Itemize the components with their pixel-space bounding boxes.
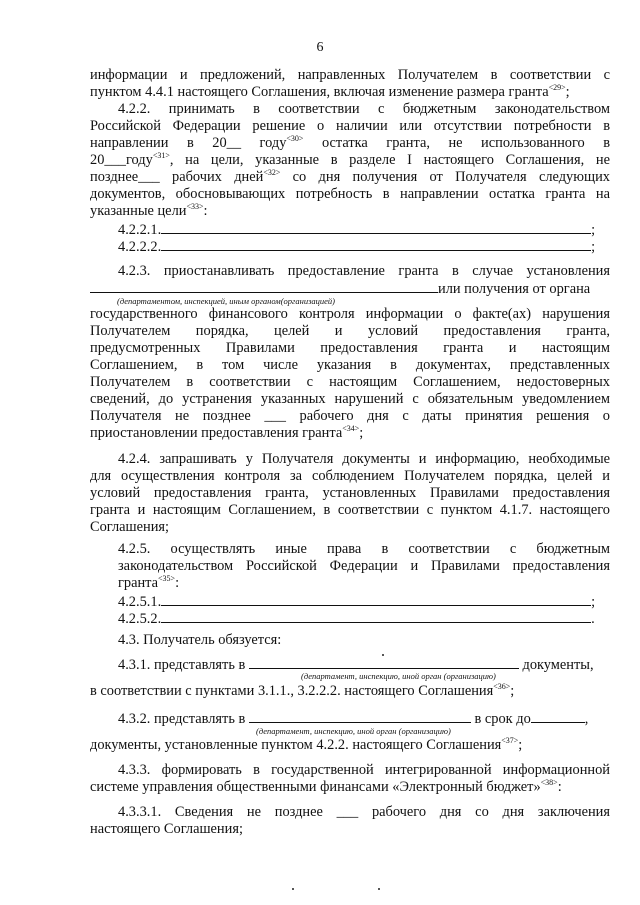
scan-speck xyxy=(292,888,294,890)
scan-speck xyxy=(378,888,380,890)
text-line: документов, обосновывающих потребность в направлении остатка гранта на xyxy=(90,186,610,202)
text-line: предусмотренных Правилами предоставления гранта и настоящим xyxy=(90,340,610,356)
text-line: 20___году$^{<31>}$, на цели, указанные в разделе I настоящего Соглашения, не xyxy=(90,151,610,168)
text-line: системе управления общественными финансами «Электронный бюджет»$^{<38>}$: xyxy=(90,778,562,795)
text-line: условий предоставления гранта, установленных Правилами предоставления xyxy=(90,485,610,501)
text-line: 4.2.5. осуществлять иные права в соответствии с бюджетным xyxy=(118,541,610,557)
text-line: Получателя не позднее ___ рабочего дня с даты принятия решения о xyxy=(90,408,610,424)
text-line: Получателем порядка, целей и условий предоставления гранта, xyxy=(90,323,610,339)
text-line: 4.2.4. запрашивать у Получателя документы и информацию, необходимые xyxy=(118,451,610,467)
text-line: направлении в 20__ году$^{<30>}$ остатка гранта, не использованного в xyxy=(90,134,610,151)
text-line: 4.3.3. формировать в государственной интегрированной информационной xyxy=(118,762,610,778)
text-line: 4.2.3. приостанавливать предоставление гранта в случае установления xyxy=(118,263,610,279)
text-line: Соглашением, в том числе указания в документах, представленных xyxy=(90,357,610,373)
text-line: пунктом 4.4.1 настоящего Соглашения, включая изменение размера гранта$^{<29>}$; xyxy=(90,83,570,100)
text-line: законодательством Российской Федерации и Правилами предоставления xyxy=(118,558,610,574)
text-line: настоящего Соглашения; xyxy=(90,821,243,837)
text-line: или получения от органа xyxy=(90,280,610,298)
page-number: 6 xyxy=(316,40,324,55)
text-line: гранта и настоящим Соглашением, в соответствии с пунктом 4.1.7. настоящего xyxy=(90,502,610,518)
section-title: 4.3. Получатель обязуется: xyxy=(118,632,282,648)
text-line: приостановлении предоставления гранта$^{<34>}$; xyxy=(90,424,364,441)
text-line: Российской Федерации решение о наличии или отсутствии потребности в xyxy=(90,118,610,134)
field-caption: (департамент, инспекцию, иной орган (организацию) xyxy=(301,671,496,681)
text-line: 4.3.2. представлять в в срок до , xyxy=(118,711,589,727)
field-caption: (департамент, инспекцию, иной орган (организацию) xyxy=(256,726,451,736)
text-line: позднее___ рабочих дней$^{<32>}$ со дня получения от Получателя следующих xyxy=(90,168,610,185)
field-caption: (департаментом, инспекцией, иным органом(организацией) xyxy=(117,296,335,306)
fill-line-item: 4.2.2.1. ; xyxy=(118,222,596,238)
text-line: 4.2.2. принимать в соответствии с бюджетным законодательством xyxy=(118,101,610,117)
text-line: для осуществления контроля за соблюдением Получателем порядка, целей и xyxy=(90,468,610,484)
fill-line-item: 4.2.2.2. ; xyxy=(118,239,596,255)
fill-line-item: 4.2.5.2. . xyxy=(118,611,595,627)
text-line: документы, установленные пунктом 4.2.2. настоящего Соглашения$^{<37>}$; xyxy=(90,736,523,753)
scan-speck xyxy=(382,654,384,656)
text-line: указанные цели$^{<33>}$: xyxy=(90,202,208,219)
fill-line-item: 4.2.5.1. ; xyxy=(118,594,596,610)
text-line: в соответствии с пунктами 3.1.1., 3.2.2.2. настоящего Соглашения$^{<36>}$; xyxy=(90,682,515,699)
text-line: Получателем в соответствии с настоящим Соглашением, недостоверных xyxy=(90,374,610,390)
text-line: Соглашения; xyxy=(90,519,170,535)
text-line: государственного финансового контроля информации о факте(ах) нарушения xyxy=(90,306,610,322)
text-line: информации и предложений, направленных Получателем в соответствии с xyxy=(90,67,610,83)
text-line: 4.3.1. представлять в документы, xyxy=(118,657,594,673)
text-line: сведений, до устранения указанных нарушений с обязательным уведомлением xyxy=(90,391,610,407)
text-line: 4.3.3.1. Сведения не позднее ___ рабочего дня со дня заключения xyxy=(118,804,610,820)
text-line: гранта$^{<35>}$: xyxy=(118,574,180,591)
